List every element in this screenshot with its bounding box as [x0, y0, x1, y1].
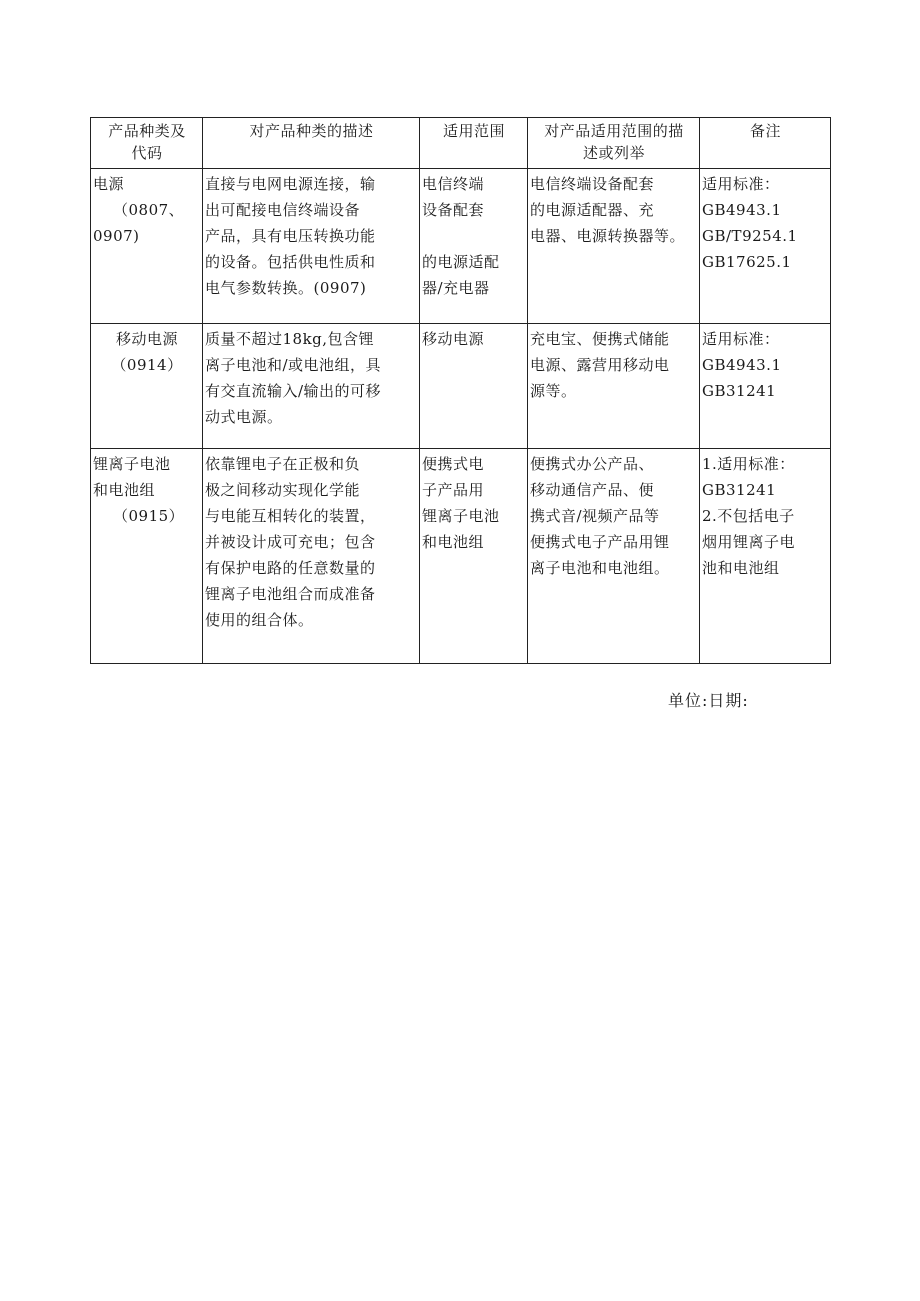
category-cell: 锂离子电池 和电池组 （0915）	[91, 449, 203, 664]
table-header-row	[91, 118, 831, 169]
header-scope-description: 对产品适用范围的描 述或列举	[528, 118, 700, 169]
table-row	[91, 169, 831, 324]
category-cell: 电源 （0807、 0907)	[91, 169, 203, 324]
scope-detail-cell: 电信终端设备配套 的电源适配器、充 电器、电源转换器等。	[528, 169, 700, 324]
description-cell: 直接与电网电源连接，输 出可配接电信终端设备 产品，具有电压转换功能 的设备。包括供电性质和 电气参数转换。(0907)	[203, 169, 420, 324]
scope-detail-cell: 便携式办公产品、 移动通信产品、便 携式音/视频产品等 便携式电子产品用锂 离子电池和电池组。	[528, 449, 700, 664]
header-category-code: 产品种类及 代码	[91, 118, 203, 169]
table-row	[91, 324, 831, 449]
table-row	[91, 449, 831, 664]
scope-cell: 电信终端 设备配套 的电源适配 器/充电器	[420, 169, 528, 324]
unit-date-footer: 单位:日期:	[668, 691, 749, 710]
header-notes: 备注	[700, 118, 831, 169]
notes-cell: 1.适用标准： GB31241 2.不包括电子 烟用锂离子电 池和电池组	[700, 449, 831, 664]
product-category-table	[90, 117, 831, 664]
scope-cell: 便携式电 子产品用 锂离子电池 和电池组	[420, 449, 528, 664]
description-cell: 质量不超过18kg,包含锂 离子电池和/或电池组，具 有交直流输入/输出的可移 动式电源。	[203, 324, 420, 449]
category-cell: 移动电源 （0914）	[91, 324, 203, 449]
notes-cell: 适用标准： GB4943.1 GB/T9254.1 GB17625.1	[700, 169, 831, 324]
description-cell: 依靠锂电子在正极和负 极之间移动实现化学能 与电能互相转化的装置， 并被设计成可充电；包含 有保护电路的任意数量的 锂离子电池组合而成准备 使用的组合体。	[203, 449, 420, 664]
header-category-description: 对产品种类的描述	[203, 118, 420, 169]
scope-cell: 移动电源	[420, 324, 528, 449]
scope-detail-cell: 充电宝、便携式储能 电源、露营用移动电 源等。	[528, 324, 700, 449]
header-scope: 适用范围	[420, 118, 528, 169]
notes-cell: 适用标准： GB4943.1 GB31241	[700, 324, 831, 449]
